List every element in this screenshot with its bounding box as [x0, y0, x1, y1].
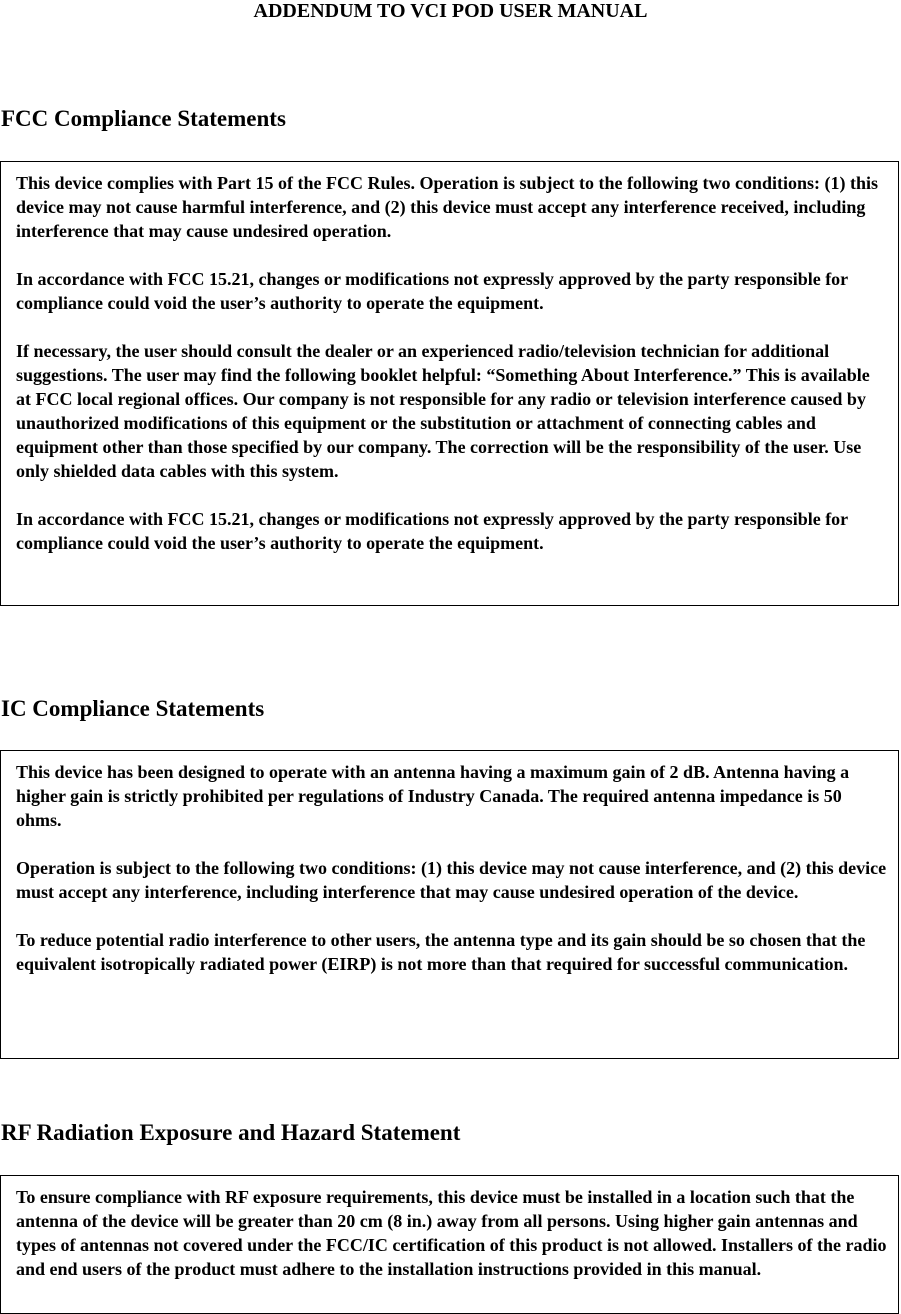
ic-paragraph-eirp: To reduce potential radio interference to other users, the antenna type and its gain should be so chosen that the equivalent isotropically radiated power (EIRP) is not more than that required for successful communication. — [16, 930, 866, 974]
ic-statement-box — [0, 750, 899, 1059]
rf-paragraph-exposure: To ensure compliance with RF exposure requirements, this device must be installed in a location such that the antenna of the device will be greater than 20 cm (8 in.) away from all persons. Using higher gain antennas and types of antennas not covered under the FCC/IC certification of this product is not allowed. Installers of the radio and end users of the product must adhere to the installation instructions provided in this manual. — [16, 1187, 887, 1279]
fcc-paragraph-part15: This device complies with Part 15 of the FCC Rules. Operation is subject to the following two conditions: (1) this device may not cause harmful interference, and (2) this device must accept any interference received, including interference that may cause undesired operation. — [16, 173, 878, 241]
ic-paragraph-antenna: This device has been designed to operate with an antenna having a maximum gain of 2 dB. Antenna having a higher gain is strictly prohibited per regulations of Industry Canada. The required antenna impedance is 50 ohms. — [16, 762, 850, 830]
document-title: ADDENDUM TO VCI POD USER MANUAL — [253, 0, 648, 22]
fcc-paragraph-modifications-repeat: In accordance with FCC 15.21, changes or modifications not expressly approved by the party responsible for compliance could void the user’s authority to operate the equipment. — [16, 509, 848, 553]
fcc-paragraph-modifications: In accordance with FCC 15.21, changes or modifications not expressly approved by the party responsible for compliance could void the user’s authority to operate the equipment. — [16, 269, 848, 313]
fcc-statement-box — [0, 161, 899, 606]
rf-statement-box — [0, 1175, 899, 1314]
fcc-section-heading: FCC Compliance Statements — [1, 106, 286, 131]
ic-section-heading: IC Compliance Statements — [1, 696, 265, 721]
fcc-paragraph-interference: If necessary, the user should consult the dealer or an experienced radio/television technician for additional suggestions. The user may find the following booklet helpful: “Something About Interference.” This is available at FCC local regional offices. Our company is not responsible for any radio or television interference caused by unauthorized modifications of this equipment or the substitution or attachment of connecting cables and equipment other than those specified by our company. The correction will be the responsibility of the user. Use only shielded data cables with this system. — [16, 341, 870, 481]
ic-paragraph-conditions: Operation is subject to the following two conditions: (1) this device may not cause interference, and (2) this device must accept any interference, including interference that may cause undesired operation of the device. — [16, 858, 887, 902]
rf-section-heading: RF Radiation Exposure and Hazard Statement — [1, 1120, 461, 1145]
